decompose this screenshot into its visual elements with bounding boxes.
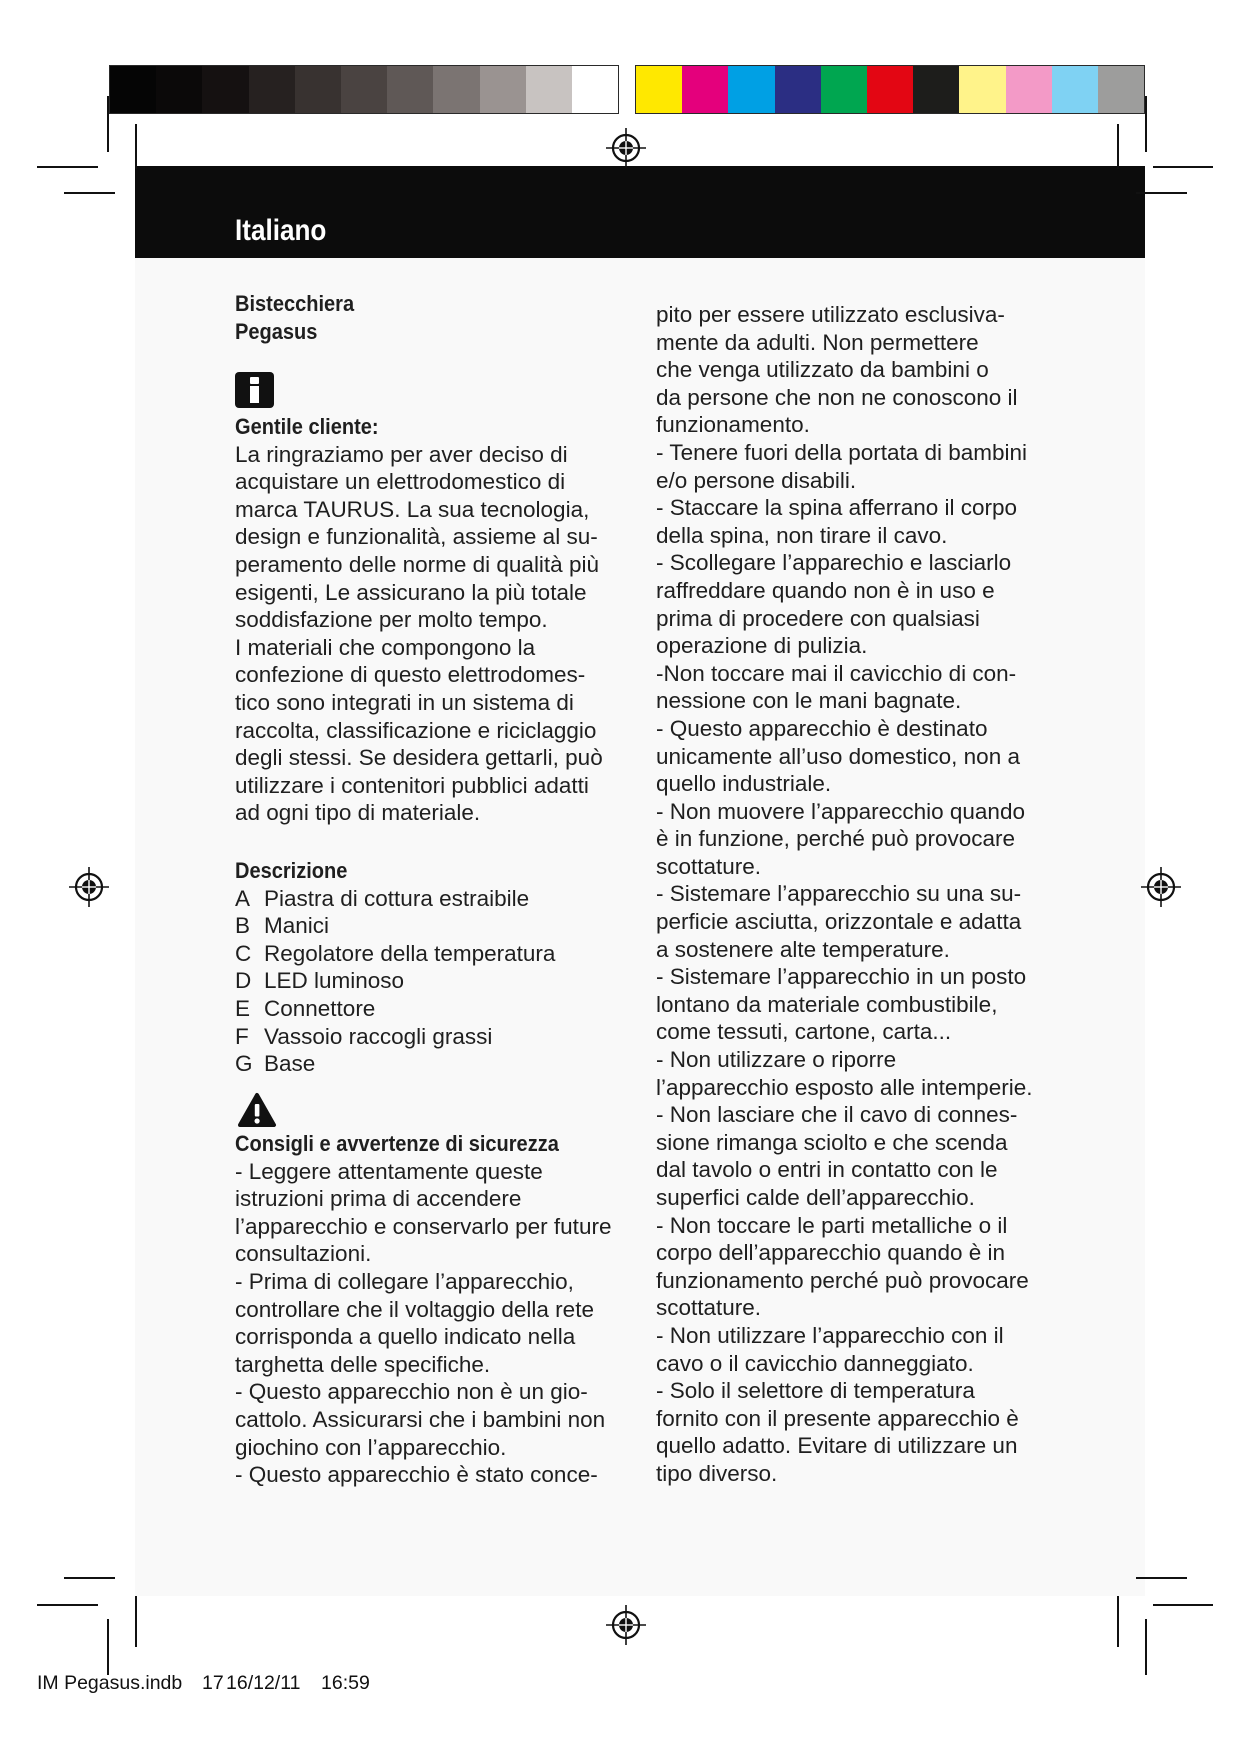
item-letter: D xyxy=(235,968,252,994)
crop-mark xyxy=(1136,192,1187,194)
item-label: Regolatore della temperatura xyxy=(264,940,556,966)
crop-mark xyxy=(1153,166,1213,168)
text-line: pito per essere utilizzato esclusiva- xyxy=(656,302,1005,327)
text-line: mente da adulti. Non permettere xyxy=(656,329,979,355)
color-swatch xyxy=(867,66,913,113)
text-line: - Non muovere l’apparecchio quando xyxy=(656,798,1025,824)
text-line: da persone che non ne conoscono il xyxy=(656,384,1018,410)
color-swatch xyxy=(1052,66,1098,113)
text-line: nessione con le mani bagnate. xyxy=(656,688,962,714)
text-line: - Questo apparecchio è destinato xyxy=(656,715,988,741)
footer-date: 16/12/11 xyxy=(226,1672,301,1694)
text-line: - Questo apparecchio non è un gio- xyxy=(235,1379,588,1405)
description-item xyxy=(235,912,555,940)
info-icon xyxy=(235,372,274,408)
color-swatch xyxy=(959,66,1005,113)
text-line: - Non utilizzare o riporre xyxy=(656,1047,897,1073)
text-line: - Prima di collegare l’apparecchio, xyxy=(235,1268,574,1294)
crop-mark xyxy=(135,124,137,169)
registration-mark-icon xyxy=(68,866,110,908)
item-label: Vassoio raccogli grassi xyxy=(264,1023,493,1049)
description-section xyxy=(235,857,555,1078)
color-swatch xyxy=(728,66,774,113)
text-line: raccolta, classificazione e riciclaggio xyxy=(235,717,597,743)
text-line: è in funzione, perché può provocare xyxy=(656,826,1015,852)
text-line: - Non utilizzare l’apparecchio con il xyxy=(656,1322,1004,1348)
description-item xyxy=(235,995,555,1023)
grayscale-swatch xyxy=(110,66,156,113)
grayscale-swatch xyxy=(295,66,341,113)
color-swatch xyxy=(913,66,959,113)
crop-mark xyxy=(37,1604,98,1606)
crop-mark xyxy=(64,192,115,194)
text-line: - Sistemare l’apparecchio in un posto xyxy=(656,964,1027,990)
section-heading: Gentile cliente: xyxy=(235,414,379,439)
text-line: - Leggere attentamente queste xyxy=(235,1158,543,1184)
item-label: Manici xyxy=(264,913,330,939)
text-line: - Questo apparecchio è stato conce- xyxy=(235,1462,598,1488)
section-heading: Consigli e avvertenze di sicurezza xyxy=(235,1131,559,1156)
text-line: - Non toccare le parti metalliche o il xyxy=(656,1212,1008,1238)
grayscale-swatch xyxy=(526,66,572,113)
text-line: funzionamento perché può provocare xyxy=(656,1267,1029,1293)
text-line: corrisponda a quello indicato nella xyxy=(235,1324,576,1350)
text-line: prima di procedere con qualsiasi xyxy=(656,605,980,631)
text-line: design e funzionalità, assieme al su- xyxy=(235,524,598,550)
item-letter: B xyxy=(235,913,251,939)
warning-icon xyxy=(237,1092,277,1128)
text-line: soddisfazione per molto tempo. xyxy=(235,607,548,633)
section-heading: Descrizione xyxy=(235,858,348,883)
text-line: come tessuti, cartone, carta... xyxy=(656,1019,952,1045)
registration-mark-icon xyxy=(605,1604,647,1646)
item-letter: F xyxy=(235,1023,249,1049)
grayscale-swatch xyxy=(249,66,295,113)
description-item xyxy=(235,1023,555,1051)
grayscale-swatch xyxy=(341,66,387,113)
item-letter: C xyxy=(235,940,252,966)
text-line: scottature. xyxy=(656,853,762,879)
text-line: fornito con il presente apparecchio è xyxy=(656,1405,1019,1431)
greeting-section xyxy=(235,413,603,827)
text-line: perficie asciutta, orizzontale e adatta xyxy=(656,909,1022,935)
text-line: quello adatto. Evitare di utilizzare un xyxy=(656,1433,1018,1459)
text-line: esigenti, Le assicurano la più totale xyxy=(235,579,587,605)
footer-page-number: 17 xyxy=(202,1672,224,1694)
crop-mark xyxy=(64,1577,115,1579)
registration-mark-icon xyxy=(605,127,647,169)
item-letter: A xyxy=(235,885,251,911)
text-line: a sostenere alte temperature. xyxy=(656,936,950,962)
text-line: - Solo il selettore di temperatura xyxy=(656,1378,975,1404)
text-line: - Staccare la spina afferrano il corpo xyxy=(656,495,1018,521)
item-label: LED luminoso xyxy=(264,968,405,994)
text-line: l’apparecchio e conservarlo per future xyxy=(235,1213,612,1239)
text-line: lontano da materiale combustibile, xyxy=(656,991,998,1017)
item-label: Connettore xyxy=(264,995,376,1021)
text-line: unicamente all’uso domestico, non a xyxy=(656,743,1020,769)
product-title xyxy=(235,290,369,345)
color-swatch xyxy=(636,66,682,113)
text-line: degli stessi. Se desidera gettarli, può xyxy=(235,745,603,771)
crop-mark xyxy=(1136,1577,1187,1579)
crop-mark xyxy=(1145,1619,1147,1675)
item-label: Base xyxy=(264,1051,316,1077)
color-swatch xyxy=(821,66,867,113)
product-title-line: Bistecchiera xyxy=(235,291,355,316)
text-line: ad ogni tipo di materiale. xyxy=(235,800,481,826)
item-letter: G xyxy=(235,1051,253,1077)
text-line: superfici calde dell’apparecchio. xyxy=(656,1185,975,1210)
text-line: dal tavolo o entri in contatto con le xyxy=(656,1157,998,1183)
color-swatch xyxy=(1006,66,1052,113)
text-line: -Non toccare mai il cavicchio di con- xyxy=(656,660,1017,686)
text-line: giochino con l’apparecchio. xyxy=(235,1434,507,1460)
text-line: acquistare un elettrodomestico di xyxy=(235,469,566,495)
footer-time: 16:59 xyxy=(321,1672,370,1694)
text-line: cattolo. Assicurarsi che i bambini non xyxy=(235,1406,606,1432)
text-line: corpo dell’apparecchio quando è in xyxy=(656,1240,1006,1266)
text-line: funzionamento. xyxy=(656,412,810,438)
text-line: La ringraziamo per aver deciso di xyxy=(235,441,568,467)
text-line: operazione di pulizia. xyxy=(656,633,868,659)
text-line: scottature. xyxy=(656,1295,762,1321)
crop-mark xyxy=(135,1596,137,1647)
crop-mark xyxy=(1153,1604,1213,1606)
color-swatch xyxy=(775,66,821,113)
text-line: che venga utilizzato da bambini o xyxy=(656,357,989,383)
text-line: utilizzare i contenitori pubblici adatti xyxy=(235,772,589,798)
grayscale-swatch xyxy=(572,66,618,113)
text-line: sione rimanga sciolto e che scenda xyxy=(656,1129,1008,1155)
color-swatch xyxy=(1098,66,1144,113)
crop-mark xyxy=(107,96,109,152)
text-line: - Sistemare l’apparecchio su una su- xyxy=(656,881,1022,907)
text-line: consultazioni. xyxy=(235,1241,372,1267)
grayscale-swatch xyxy=(156,66,202,113)
description-item xyxy=(235,967,555,995)
item-letter: E xyxy=(235,995,251,1021)
grayscale-swatch xyxy=(480,66,526,113)
text-line: - Non lasciare che il cavo di connes- xyxy=(656,1102,1018,1128)
text-line: - Scollegare l’apparechio e lasciarlo xyxy=(656,550,1012,576)
text-line: - Tenere fuori della portata di bambini xyxy=(656,439,1028,465)
grayscale-calibration-bar xyxy=(109,65,619,114)
grayscale-swatch xyxy=(433,66,479,113)
text-line: tico sono integrati in un sistema di xyxy=(235,689,574,715)
description-item xyxy=(235,1050,555,1078)
crop-mark xyxy=(37,166,98,168)
product-title-line: Pegasus xyxy=(235,318,318,344)
footer-file-name: IM Pegasus.indb xyxy=(37,1672,183,1694)
safety-section-left xyxy=(235,1130,611,1489)
text-line: controllare che il voltaggio della rete xyxy=(235,1296,594,1322)
text-line: e/o persone disabili. xyxy=(656,467,857,493)
text-line: I materiali che compongono la xyxy=(235,634,536,660)
text-line: targhetta delle specifiche. xyxy=(235,1351,491,1377)
language-title: Italiano xyxy=(235,214,327,247)
text-line: quello industriale. xyxy=(656,771,832,797)
crop-mark xyxy=(1117,124,1119,169)
color-calibration-bar xyxy=(635,65,1145,114)
text-line: peramento delle norme di qualità più xyxy=(235,551,599,577)
crop-mark xyxy=(1145,96,1147,152)
registration-mark-icon xyxy=(1140,866,1182,908)
text-line: istruzioni prima di accendere xyxy=(235,1186,522,1212)
color-swatch xyxy=(682,66,728,113)
grayscale-swatch xyxy=(202,66,248,113)
crop-mark xyxy=(1117,1596,1119,1647)
description-item xyxy=(235,885,555,913)
text-line: della spina, non tirare il cavo. xyxy=(656,522,948,548)
text-line: l’apparecchio esposto alle intemperie. xyxy=(656,1074,1033,1100)
crop-mark xyxy=(107,1619,109,1675)
text-line: tipo diverso. xyxy=(656,1460,778,1486)
text-line: raffreddare quando non è in uso e xyxy=(656,577,995,603)
description-item xyxy=(235,940,555,968)
text-line: cavo o il cavicchio danneggiato. xyxy=(656,1350,974,1376)
safety-section-right xyxy=(656,301,1032,1488)
text-line: marca TAURUS. La sua tecnologia, xyxy=(235,496,590,522)
grayscale-swatch xyxy=(387,66,433,113)
item-label: Piastra di cottura estraibile xyxy=(264,885,530,911)
text-line: confezione di questo elettrodomes- xyxy=(235,662,586,688)
